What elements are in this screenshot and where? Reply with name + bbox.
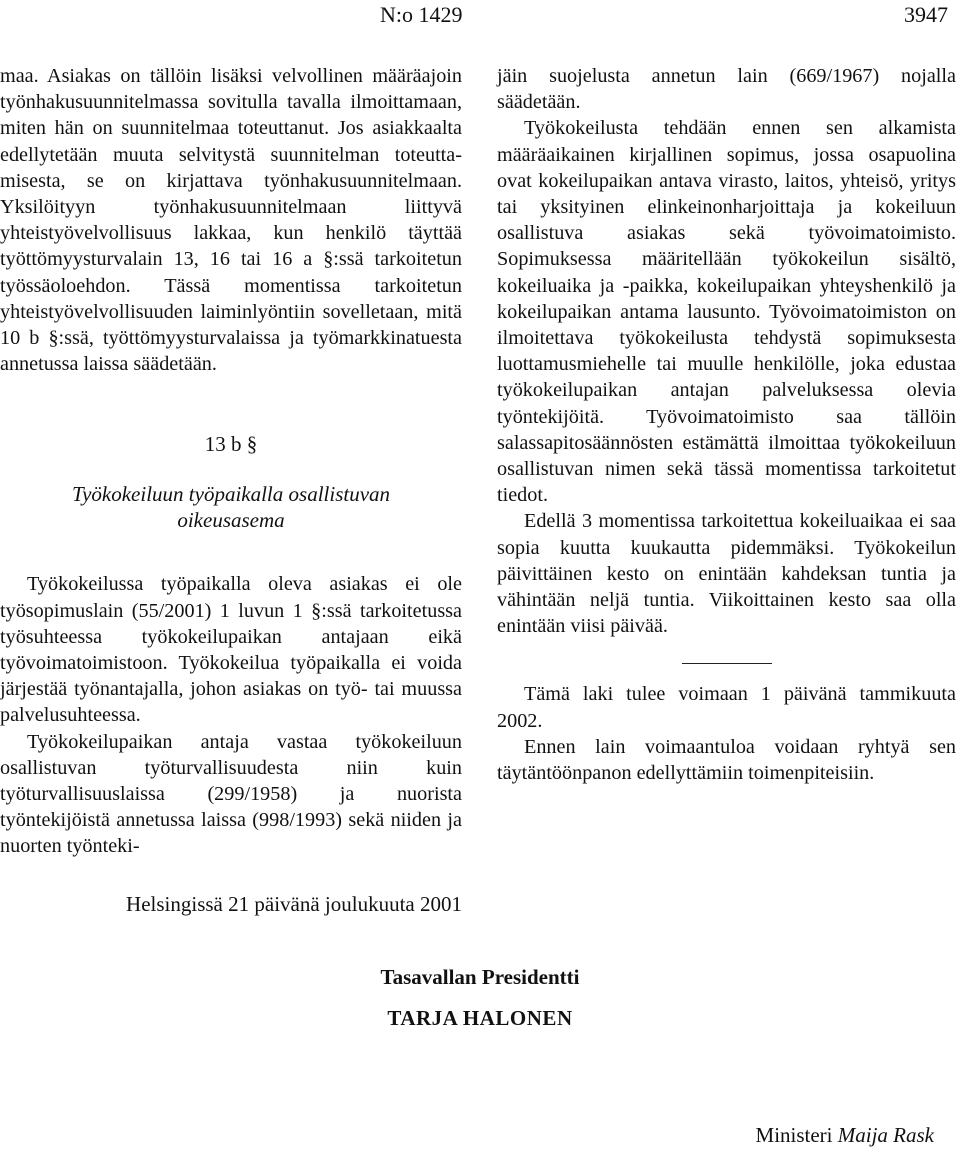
- president-name: TARJA HALONEN: [387, 1006, 573, 1030]
- minister-name: Maija Rask: [837, 1123, 934, 1147]
- president-title: Tasavallan Presidentti: [380, 965, 580, 989]
- minister-title: Ministeri: [755, 1123, 833, 1147]
- paragraph-continued: jäin suojelusta annetun lain (669/1967) nojalla säädetään.: [497, 65, 956, 114]
- right-column: [497, 63, 956, 786]
- section-number: 13 b §: [204, 432, 258, 457]
- place-and-date: Helsingissä 21 päivänä joulukuuta 2001: [126, 892, 462, 916]
- paragraph: Työkokeilupaikan antaja vastaa työkokeiluun osallistuvan työturvallisuudesta niin kuin työturvallisuuslaissa (299/1958) ja nuorista työntekijöistä annetussa laissa (998/1993) sekä niiden ja nuorten työnteki-: [0, 730, 462, 858]
- minister-signature: [756, 1122, 934, 1148]
- paragraph: Työkokeilussa työpaikalla oleva asiakas ei ole työsopimuslain (55/2001) 1 luvun 1 §:ssä tarkoitetussa työsuhteessa työkokeilupaikan antajaan eikä työvoimatoimistoon. Työkokeilua työpaikalla ei voida järjestää työnantajalla, johon asiakas on työ- tai muussa palvelusuhteessa.: [0, 573, 462, 727]
- paragraph-continued: maa. Asiakas on tällöin lisäksi velvollinen määräajoin työnhakusuunnitelmassa sovitulla tavalla ilmoittamaan, miten hän on suunnitelmaa toteuttanut. Jos asiakkaalta edellytetään muuta selvitystä suunnitelman toteuttamisesta, se on kirjattava työnhakusuunnitelmaan. Yksilöityyn työnhakusuunnitelmaan liittyvä yhteistyövelvollisuus lakkaa, kun henkilö täyttää työttömyysturvalain 13, 16 tai 16 a §:ssä tarkoitetun työssäoloehdon. Tässä momentissa tarkoitetun yhteistyövelvollisuuden laiminlyöntiin sovelletaan, mitä 10 b §:ssä, työttömyysturvalaissa ja työmarkkinatuesta annetussa laissa säädetään.: [0, 65, 462, 376]
- entry-into-force: Tämä laki tulee voimaan 1 päivänä tammikuuta 2002.: [497, 683, 956, 732]
- left-column: [0, 63, 462, 860]
- statute-number: N:o 1429: [380, 2, 463, 27]
- paragraph: Työkokeilusta tehdään ennen sen alkamista määräaikainen kirjallinen sopimus, jossa osapuolina ovat kokeilupaikan antava virasto, laitos, yhteisö, yritys tai yksityinen elinkeinonharjoittaja ja kokeiluun osallistuva asiakas sekä työvoimatoimisto. Sopimuksessa määritellään työkokeilun sisältö, kokeiluaika ja -paikka, kokeilupaikan yhteyshenkilö ja kokeilupaikan antama lausunto. Työvoimatoimiston on ilmoitettava työkokeilusta tehdystä sopimuksesta luottamusmiehelle tai muulle henkilölle, joka edustaa työkokeilupaikan antajan palveluksessa olevia työntekijöitä. Työvoimatoimisto saa tällöin salassapitosäännösten estämättä ilmoittaa työkokeiluun osallistuvan nimen sekä tässä momentissa tarkoitetut tiedot.: [497, 117, 956, 507]
- implementation-note: Ennen lain voimaantuloa voidaan ryhtyä sen täytäntöönpanon edellyttämiin toimenpiteisiin.: [497, 735, 956, 785]
- section-title: Työkokeiluun työpaikalla osallistuvan oikeusasema: [71, 482, 391, 533]
- section-divider: [682, 663, 772, 664]
- page-number: 3947: [904, 2, 948, 27]
- paragraph: Edellä 3 momentissa tarkoitettua kokeiluaikaa ei saa sopia kuutta kuukautta pidemmäksi. Työkokeilun päivittäinen kesto on enintään kahdeksan tuntia ja vähintään neljä tuntia. Viikoittainen kesto saa olla enintään viisi päivää.: [497, 510, 956, 638]
